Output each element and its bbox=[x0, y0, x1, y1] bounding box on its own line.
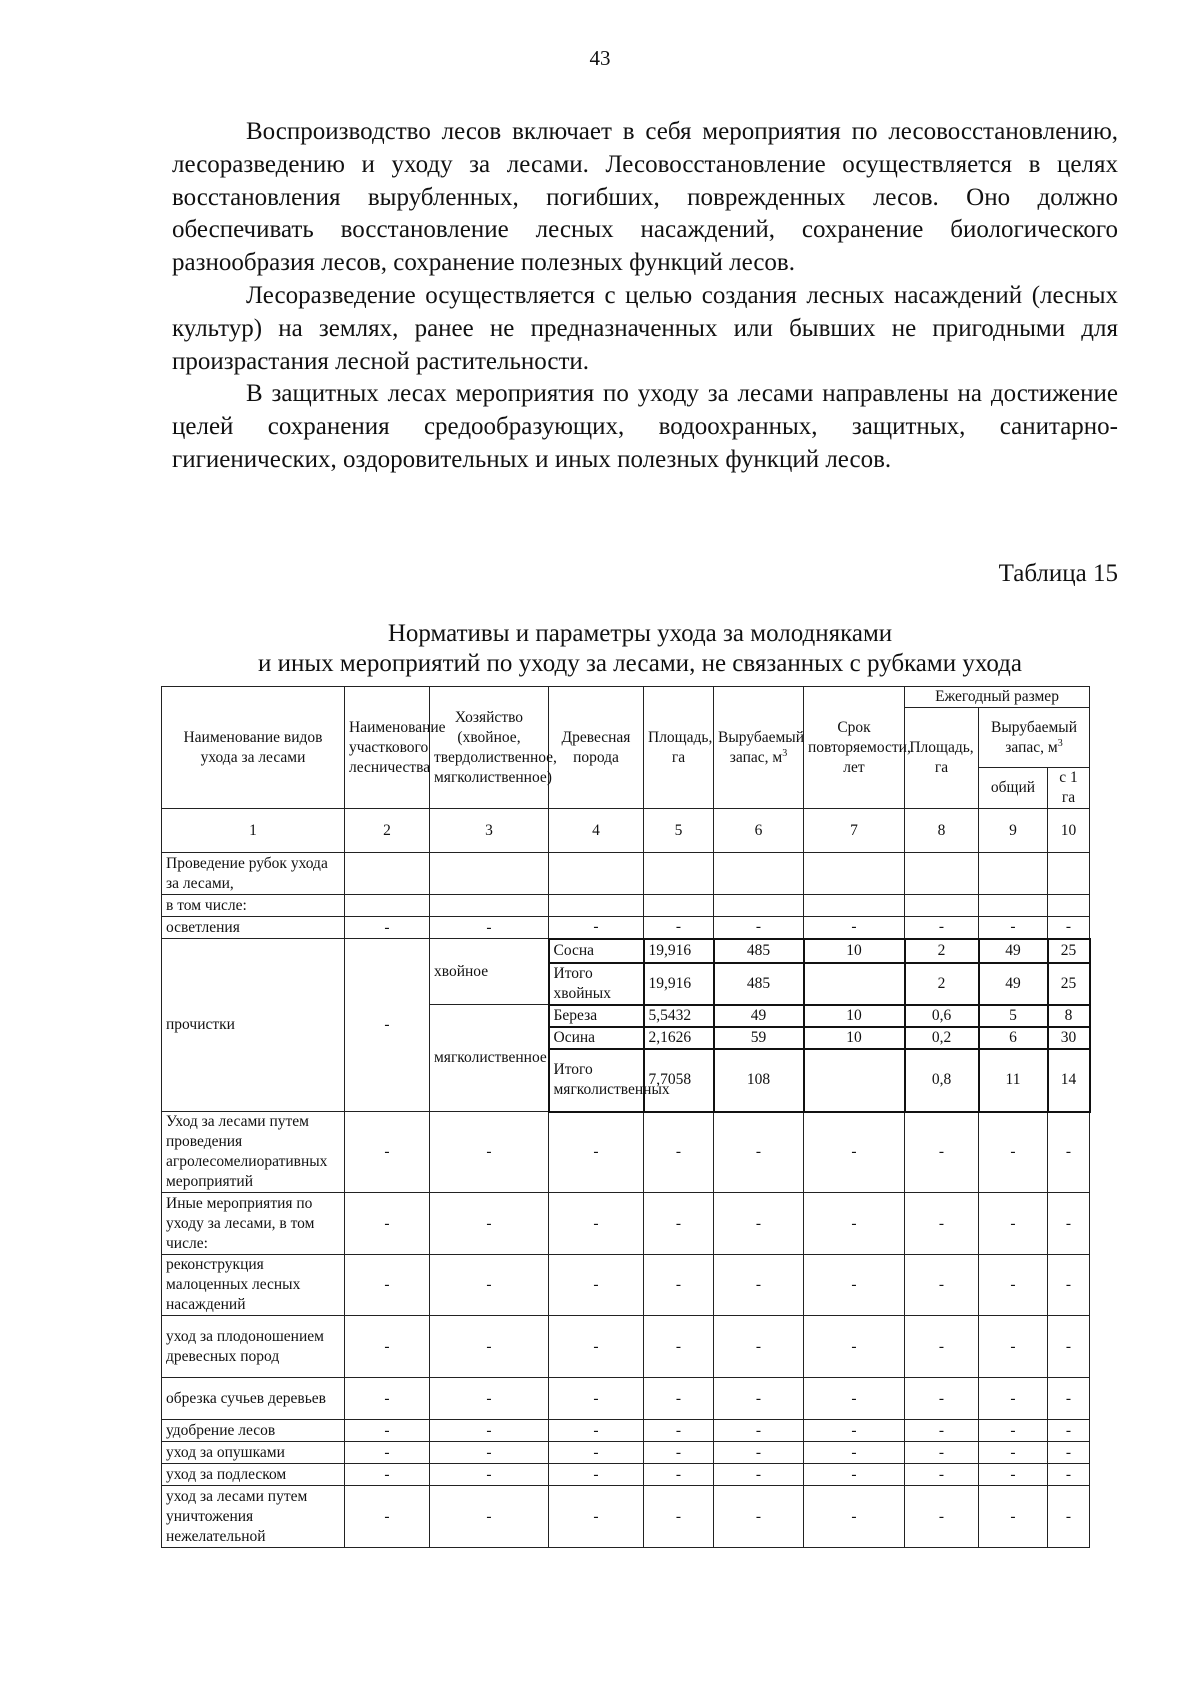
table-cell: - bbox=[905, 1112, 979, 1193]
table-cell: - bbox=[644, 1420, 714, 1442]
table-cell: - bbox=[905, 917, 979, 939]
table-cell: 5 bbox=[979, 1005, 1048, 1027]
table-cell: Осина bbox=[549, 1027, 644, 1049]
table-cell: 49 bbox=[979, 939, 1048, 963]
row-label: Проведение рубок ухода за лесами, bbox=[162, 853, 345, 895]
table-cell: 485 bbox=[714, 939, 804, 963]
table-cell: - bbox=[804, 1193, 905, 1255]
table-cell: - bbox=[345, 1112, 430, 1193]
table-cell: - bbox=[979, 1486, 1048, 1548]
table-cell: - bbox=[1048, 917, 1090, 939]
table-cell: мягколиственное bbox=[430, 1005, 549, 1112]
row-label: удобрение лесов bbox=[162, 1420, 345, 1442]
table-cell: - bbox=[1048, 1464, 1090, 1486]
header-cell: общий bbox=[979, 768, 1048, 809]
table-cell: 25 bbox=[1048, 939, 1090, 963]
table-cell: - bbox=[345, 1378, 430, 1420]
table-cell: 2 bbox=[905, 963, 979, 1005]
table-title-line: и иных мероприятий по уходу за лесами, не связанных с рубками ухода bbox=[257, 650, 1022, 677]
table-cell: - bbox=[1048, 1420, 1090, 1442]
table-cell: - bbox=[714, 1464, 804, 1486]
table-cell: Итого хвойных bbox=[549, 963, 644, 1005]
row-label: прочистки bbox=[162, 939, 345, 1112]
table-cell: - bbox=[979, 1442, 1048, 1464]
column-number: 6 bbox=[714, 809, 804, 853]
table-cell: 2 bbox=[905, 939, 979, 963]
table-cell: - bbox=[644, 1486, 714, 1548]
table-row bbox=[162, 1316, 1090, 1378]
page-number: 43 bbox=[589, 46, 611, 70]
table-cell: 19,916 bbox=[644, 939, 714, 963]
table-cell: - bbox=[804, 1420, 905, 1442]
paragraph: Воспроизводство лесов включает в себя мероприятия по лесовосстановлению, лесоразведению и уходу за лесами. Лесовосстановление осуществляется в целях восстановления вырубленных, погибших, поврежденных лесов. Оно должно обеспечивать восстановление лесных насаждений, сохранение биологического разнообразия лесов, сохранение полезных функций лесов. bbox=[172, 118, 1118, 277]
table-cell: - bbox=[714, 1193, 804, 1255]
table-cell: - bbox=[714, 1420, 804, 1442]
table-cell: - bbox=[430, 1378, 549, 1420]
table-row bbox=[162, 1464, 1090, 1486]
table-cell: - bbox=[1048, 1112, 1090, 1193]
table-cell: - bbox=[905, 1442, 979, 1464]
column-number: 2 bbox=[345, 809, 430, 853]
table-title-line: Нормативы и параметры ухода за молодняками bbox=[387, 620, 893, 647]
header-cell: Наименование участкового лесничества bbox=[345, 687, 430, 809]
table-cell: 0,8 bbox=[905, 1049, 979, 1112]
table-cell: 10 bbox=[804, 1005, 905, 1027]
row-label: обрезка сучьев деревьев bbox=[162, 1378, 345, 1420]
header-text: Вырубаемый запас, м bbox=[991, 718, 1078, 756]
table-row bbox=[162, 1378, 1090, 1420]
table-cell bbox=[804, 1049, 905, 1112]
table-cell: 30 bbox=[1048, 1027, 1090, 1049]
table-cell: - bbox=[714, 917, 804, 939]
table-cell: - bbox=[430, 1442, 549, 1464]
table-cell: 25 bbox=[1048, 963, 1090, 1005]
table-row bbox=[162, 1420, 1090, 1442]
table-cell: - bbox=[804, 1112, 905, 1193]
table-cell: - bbox=[430, 1255, 549, 1316]
table-cell: - bbox=[549, 1420, 644, 1442]
table-cell: - bbox=[345, 917, 430, 939]
table-cell: - bbox=[430, 1420, 549, 1442]
table-cell: - bbox=[549, 1193, 644, 1255]
table-cell: - bbox=[1048, 1442, 1090, 1464]
table-cell: - bbox=[804, 1378, 905, 1420]
header-cell bbox=[979, 708, 1090, 768]
header-cell: Древесная порода bbox=[549, 687, 644, 809]
row-label: уход за опушками bbox=[162, 1442, 345, 1464]
table-cell: - bbox=[905, 1486, 979, 1548]
table-cell: 6 bbox=[979, 1027, 1048, 1049]
table-cell: - bbox=[979, 917, 1048, 939]
header-cell: Площадь, га bbox=[905, 708, 979, 809]
paragraph: В защитных лесах мероприятия по уходу за лесами направлены на достижение целей сохранения средообразующих, водоохранных, защитных, санитарно-гигиенических, оздоровительных и иных полезных функций лесов. bbox=[172, 380, 1118, 473]
column-number: 5 bbox=[644, 809, 714, 853]
table-cell: - bbox=[644, 1112, 714, 1193]
table-cell: - bbox=[345, 1464, 430, 1486]
table-cell: - bbox=[979, 1316, 1048, 1378]
table-cell: 8 bbox=[1048, 1005, 1090, 1027]
table-cell: - bbox=[714, 1486, 804, 1548]
table-cell: 5,5432 bbox=[644, 1005, 714, 1027]
body-text bbox=[172, 116, 1118, 477]
table-cell: - bbox=[345, 1316, 430, 1378]
table-cell: - bbox=[345, 1255, 430, 1316]
table-cell: - bbox=[905, 1316, 979, 1378]
row-label: уход за подлеском bbox=[162, 1464, 345, 1486]
header-cell: Хозяйство (хвойное, твердолиственное, мягколиственное) bbox=[430, 687, 549, 809]
table-cell: - bbox=[804, 1255, 905, 1316]
table-cell: - bbox=[644, 1378, 714, 1420]
table-cell: - bbox=[430, 917, 549, 939]
table-cell: - bbox=[714, 1442, 804, 1464]
table-cell: - bbox=[430, 1193, 549, 1255]
table-cell: - bbox=[345, 1442, 430, 1464]
table-cell: 14 bbox=[1048, 1049, 1090, 1112]
table-cell: Итого мягколиственных bbox=[549, 1049, 644, 1112]
row-label: уход за плодоношением древесных пород bbox=[162, 1316, 345, 1378]
table-cell: - bbox=[804, 1442, 905, 1464]
column-number: 3 bbox=[430, 809, 549, 853]
header-cell: Площадь, га bbox=[644, 687, 714, 809]
header-cell: Наименование видов ухода за лесами bbox=[162, 687, 345, 809]
table-cell: - bbox=[979, 1420, 1048, 1442]
table-cell: - bbox=[644, 1193, 714, 1255]
header-cell: с 1 га bbox=[1048, 768, 1090, 809]
table-cell: 19,916 bbox=[644, 963, 714, 1005]
table-cell: 10 bbox=[804, 939, 905, 963]
table-cell: - bbox=[549, 1378, 644, 1420]
table-cell: - bbox=[644, 1255, 714, 1316]
header-text: Вырубаемый запас, м bbox=[718, 728, 805, 766]
column-number: 8 bbox=[905, 809, 979, 853]
table-cell: - bbox=[714, 1112, 804, 1193]
superscript: 3 bbox=[1057, 737, 1063, 749]
table-cell: - bbox=[644, 917, 714, 939]
table-cell: - bbox=[804, 1464, 905, 1486]
table-cell: - bbox=[1048, 1255, 1090, 1316]
header-cell: Срок повторяемости, лет bbox=[804, 687, 905, 809]
column-number: 7 bbox=[804, 809, 905, 853]
table-cell: 10 bbox=[804, 1027, 905, 1049]
table-cell: - bbox=[714, 1255, 804, 1316]
row-label: уход за лесами путем уничтожения нежелательной bbox=[162, 1486, 345, 1548]
table-cell: 0,6 bbox=[905, 1005, 979, 1027]
table-row bbox=[162, 1442, 1090, 1464]
table-cell: 49 bbox=[714, 1005, 804, 1027]
row-label: осветления bbox=[162, 917, 345, 939]
table-row bbox=[162, 1193, 1090, 1255]
superscript: 3 bbox=[782, 747, 788, 759]
table-cell: - bbox=[1048, 1378, 1090, 1420]
table-cell: хвойное bbox=[430, 939, 549, 1005]
table-cell: - bbox=[905, 1193, 979, 1255]
table-cell: - bbox=[979, 1255, 1048, 1316]
table-cell: Сосна bbox=[549, 939, 644, 963]
table-cell: - bbox=[549, 1464, 644, 1486]
table-title bbox=[160, 619, 1120, 679]
table-cell: - bbox=[905, 1255, 979, 1316]
table-cell: - bbox=[1048, 1316, 1090, 1378]
table-cell: - bbox=[979, 1112, 1048, 1193]
row-label: Уход за лесами путем проведения агролесомелиоративных мероприятий bbox=[162, 1112, 345, 1193]
table-cell: - bbox=[549, 1486, 644, 1548]
table-caption: Таблица 15 bbox=[998, 560, 1118, 587]
table-cell: - bbox=[714, 1378, 804, 1420]
table-cell: - bbox=[1048, 1193, 1090, 1255]
table-cell: - bbox=[979, 1193, 1048, 1255]
table-cell: - bbox=[905, 1464, 979, 1486]
table-cell: 2,1626 bbox=[644, 1027, 714, 1049]
table-row bbox=[162, 1112, 1090, 1193]
table-cell: - bbox=[430, 1464, 549, 1486]
table-cell: - bbox=[644, 1316, 714, 1378]
header-cell bbox=[714, 687, 804, 809]
table-cell: 7,7058 bbox=[644, 1049, 714, 1112]
row-label: в том числе: bbox=[162, 895, 345, 917]
table-cell: - bbox=[430, 1112, 549, 1193]
column-number: 1 bbox=[162, 809, 345, 853]
table-cell: - bbox=[804, 1486, 905, 1548]
table-cell: - bbox=[345, 1486, 430, 1548]
table-cell: - bbox=[345, 1193, 430, 1255]
table-cell: - bbox=[644, 1442, 714, 1464]
table-cell: - bbox=[804, 1316, 905, 1378]
table-cell: 59 bbox=[714, 1027, 804, 1049]
paragraph: Лесоразведение осуществляется с целью создания лесных насаждений (лесных культур) на землях, ранее не предназначенных или бывших не пригодными для произрастания лесной растительности. bbox=[172, 281, 1118, 375]
table-cell: - bbox=[644, 1464, 714, 1486]
table-cell: - bbox=[549, 1255, 644, 1316]
table-cell: - bbox=[430, 1486, 549, 1548]
table-cell: - bbox=[714, 1316, 804, 1378]
table-cell: - bbox=[905, 1378, 979, 1420]
table-cell: 11 bbox=[979, 1049, 1048, 1112]
row-label: реконструкция малоценных лесных насаждений bbox=[162, 1255, 345, 1316]
table-cell: - bbox=[804, 917, 905, 939]
norms-table bbox=[161, 686, 1091, 1548]
table-cell: - bbox=[549, 1112, 644, 1193]
table-cell: - bbox=[979, 1464, 1048, 1486]
column-number: 10 bbox=[1048, 809, 1090, 853]
table-cell: - bbox=[1048, 1486, 1090, 1548]
table-cell: 108 bbox=[714, 1049, 804, 1112]
table-cell: - bbox=[549, 1316, 644, 1378]
table-cell: 485 bbox=[714, 963, 804, 1005]
table-cell: Береза bbox=[549, 1005, 644, 1027]
row-label: Иные мероприятия по уходу за лесами, в том числе: bbox=[162, 1193, 345, 1255]
table-cell: 0,2 bbox=[905, 1027, 979, 1049]
table-cell: - bbox=[549, 1442, 644, 1464]
table-cell: - bbox=[345, 1420, 430, 1442]
table-row bbox=[162, 1255, 1090, 1316]
table-cell: - bbox=[979, 1378, 1048, 1420]
table-cell bbox=[804, 963, 905, 1005]
table-row bbox=[162, 1486, 1090, 1548]
header-cell: Ежегодный размер bbox=[905, 687, 1090, 708]
table-cell: - bbox=[905, 1420, 979, 1442]
column-number: 4 bbox=[549, 809, 644, 853]
column-number: 9 bbox=[979, 809, 1048, 853]
table-cell: 49 bbox=[979, 963, 1048, 1005]
table-cell: - bbox=[549, 917, 644, 939]
table-cell: - bbox=[345, 939, 430, 1112]
table-cell: - bbox=[430, 1316, 549, 1378]
